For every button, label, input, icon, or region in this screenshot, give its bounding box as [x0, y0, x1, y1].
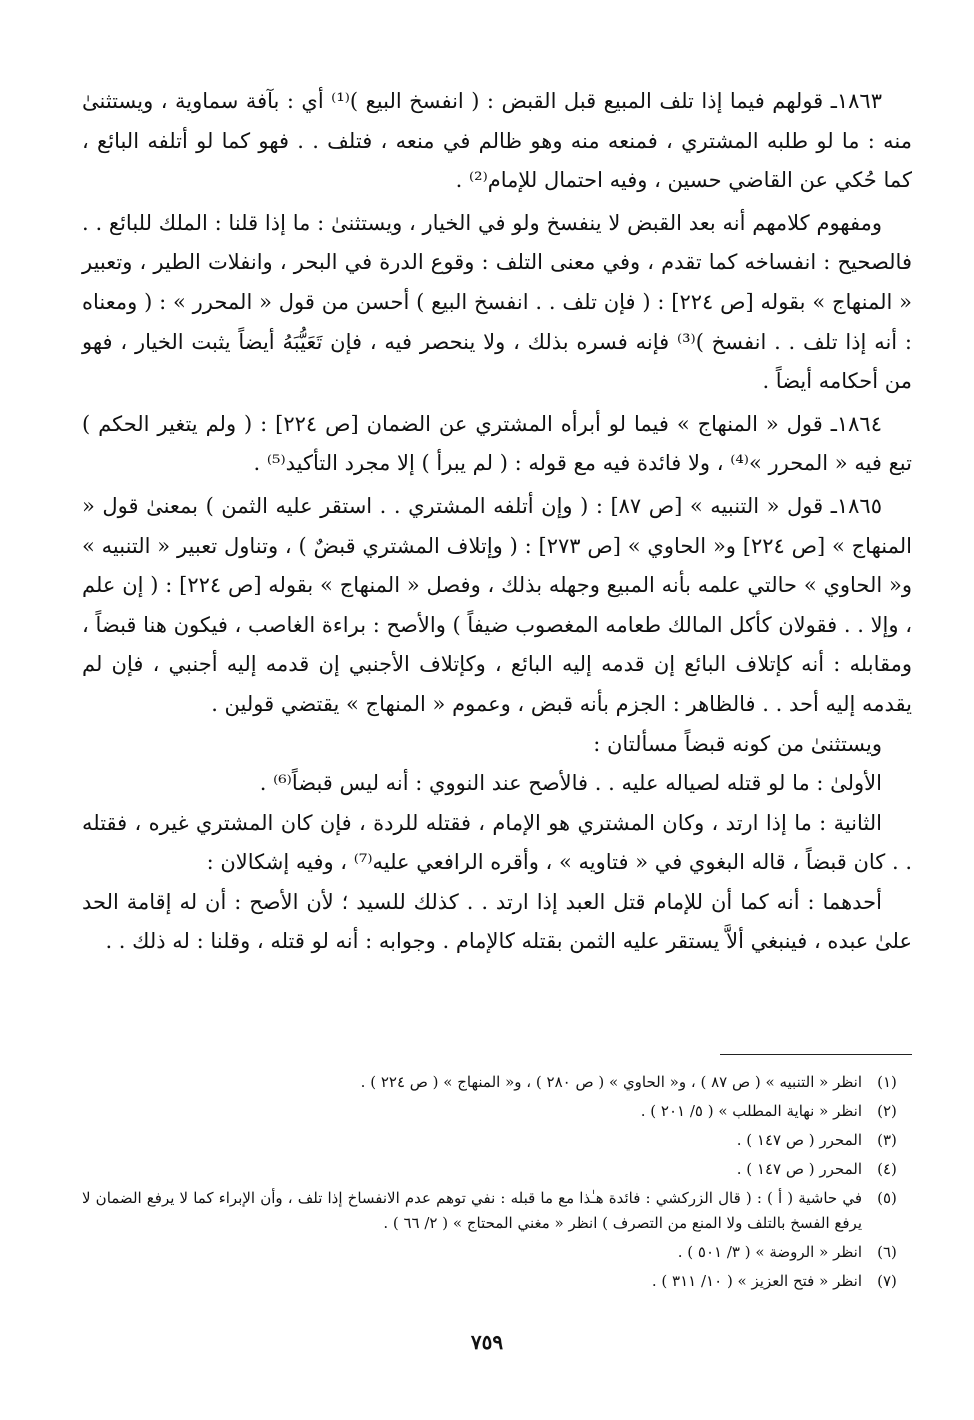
footnote-number: (٦)	[877, 1243, 897, 1261]
footnote-number: (٣)	[877, 1131, 897, 1149]
paragraph-first-problem: أحدهما : أنه كما أن للإمام قتل العبد إذا ارتد . . كذلك للسيد ؛ لأن الأصح : أن له إقامة الحد علىٰ عبده ، فينبغي ألاَّ يستقر عليه الثمن بقتله كالإمام . وجوابه : أنه لو قتله ، وقلنا : له ذلك . .	[82, 889, 912, 954]
footnote-text: المحرر ( ص ١٤٧ ) .	[736, 1160, 862, 1178]
page-number: ٧٥٩	[470, 1330, 504, 1354]
footnote-7	[82, 1269, 912, 1294]
paragraph-1864: ١٨٦٤ـ قول « المنهاج » فيما لو أبرأه المشتري عن الضمان [ص ٢٢٤] : ( ولم يتغير الحكم ) تبع فيه « المحرر »⁽⁴⁾ ، ولا فائدة فيه مع قوله : ( لم يبرأ ) إلا مجرد التأكيد⁽⁵⁾ .	[82, 411, 912, 476]
paragraph-first-exception: الأولىٰ : ما لو قتله لصياله عليه . . فالأصح عند النووي : أنه ليس قبضاً⁽⁶⁾ .	[259, 771, 882, 796]
footnote-divider	[720, 1054, 912, 1055]
footnote-text: في حاشية ( أ ) : ( قال الزركشي : فائدة هـٰذا مع ما قبله : نفي توهم عدم الانفساخ إذا تلف ، وأن الإبراء كما لا يرفع الضمان لا يرفع الفسخ بالتلف ولا المنع من التصرف ) انظر « مغني المحتاج » ( ٢/ ٦٦ ) .	[82, 1189, 862, 1232]
footnote-2	[82, 1099, 912, 1124]
footnote-6	[82, 1240, 912, 1265]
footnote-4	[82, 1157, 912, 1182]
footnote-3	[82, 1128, 912, 1153]
footnote-text: المحرر ( ص ١٤٧ ) .	[736, 1131, 862, 1149]
footnote-text: انظر « نهاية المطلب » ( ٥/ ٢٠١ ) .	[640, 1102, 862, 1120]
main-text	[82, 82, 912, 962]
paragraph-1865: ١٨٦٥ـ قول « التنبيه » [ص ٨٧] : ( وإن أتلفه المشتري . . استقر عليه الثمن ) بمعنىٰ قول « المنهاج » [ص ٢٢٤] و« الحاوي » [ص ٢٧٣] : ( وإتلاف المشتري قبضٌ ) ، وتناول تعبير « التنبيه » و« الحاوي » حالتي علمه بأنه المبيع وجهله بذلك ، وفصل « المنهاج » بقوله [ص ٢٢٤] : ( إن علم ، وإلا . . فقولان كأكل المالك طعامه المغصوب ضيفاً ) والأصح : براءة الغاصب ، فيكون هنا قبضاً ، ومقابله : أنه كإتلاف البائع إن قدمه إليه البائع ، وكإتلاف الأجنبي إن قدمه إليه أجنبي ، فإن لم يقدمه إليه أحد . . فالظاهر : الجزم بأنه قبض ، وعموم « المنهاج » يقتضي قولين .	[82, 493, 912, 716]
footnote-number: (١)	[877, 1073, 897, 1091]
footnote-5	[82, 1186, 912, 1236]
footnote-number: (٥)	[877, 1189, 897, 1207]
footnotes	[82, 1070, 912, 1298]
paragraph-1863-continued: ومفهوم كلامهم أنه بعد القبض لا ينفسخ ولو في الخيار ، ويستثنىٰ : ما إذا قلنا : الملك للبائع . . فالصحيح : انفساخه كما تقدم ، وفي معنى التلف : وقوع الدرة في البحر ، وانفلات الطير ، وتعبير « المنهاج » بقوله [ص ٢٢٤] : ( فإن تلف . . انفسخ البيع ) أحسن من قول « المحرر » : ( ومعناه : أنه إذا تلف . . انفسخ )⁽³⁾ فإنه فسره بذلك ، ولا ينحصر فيه ، فإن تَعَيُّبَهُ أيضاً يثبت الخيار ، فهو من أحكامه أيضاً .	[82, 210, 913, 394]
footnote-number: (٢)	[877, 1102, 897, 1120]
paragraph-exceptions-intro: ويستثنىٰ من كونه قبضاً مسألتان :	[593, 731, 882, 756]
footnote-text: انظر « فتح العزيز » ( ١٠/ ٣١١ ) .	[651, 1272, 862, 1290]
footnote-text: انظر « الروضة » ( ٣/ ٥٠١ ) .	[677, 1243, 862, 1261]
paragraph-1863: ١٨٦٣ـ قولهم فيما إذا تلف المبيع قبل القبض : ( انفسخ البيع )⁽¹⁾ أي : بآفة سماوية ، ويستثنىٰ منه : ما لو طلبه المشتري ، فمنعه منه وهو ظالم في منعه ، فتلف . . فهو كما لو أتلفه البائع ، كما حُكي عن القاضي حسين ، وفيه احتمال للإمام⁽²⁾ .	[82, 89, 912, 193]
paragraph-second-exception: الثانية : ما إذا ارتد ، وكان المشتري هو الإمام ، فقتله للردة ، فإن كان المشتري غيره ، فقتله . . كان قبضاً ، قاله البغوي في « فتاويه » ، وأقره الرافعي عليه⁽⁷⁾ ، وفيه إشكالان :	[82, 810, 912, 875]
footnote-number: (٧)	[877, 1272, 897, 1290]
footnote-1	[82, 1070, 912, 1095]
footnote-text: انظر « التنبيه » ( ص ٨٧ ) ، و« الحاوي » ( ص ٢٨٠ ) ، و« المنهاج » ( ص ٢٢٤ ) .	[360, 1073, 862, 1091]
footnote-number: (٤)	[877, 1160, 897, 1178]
